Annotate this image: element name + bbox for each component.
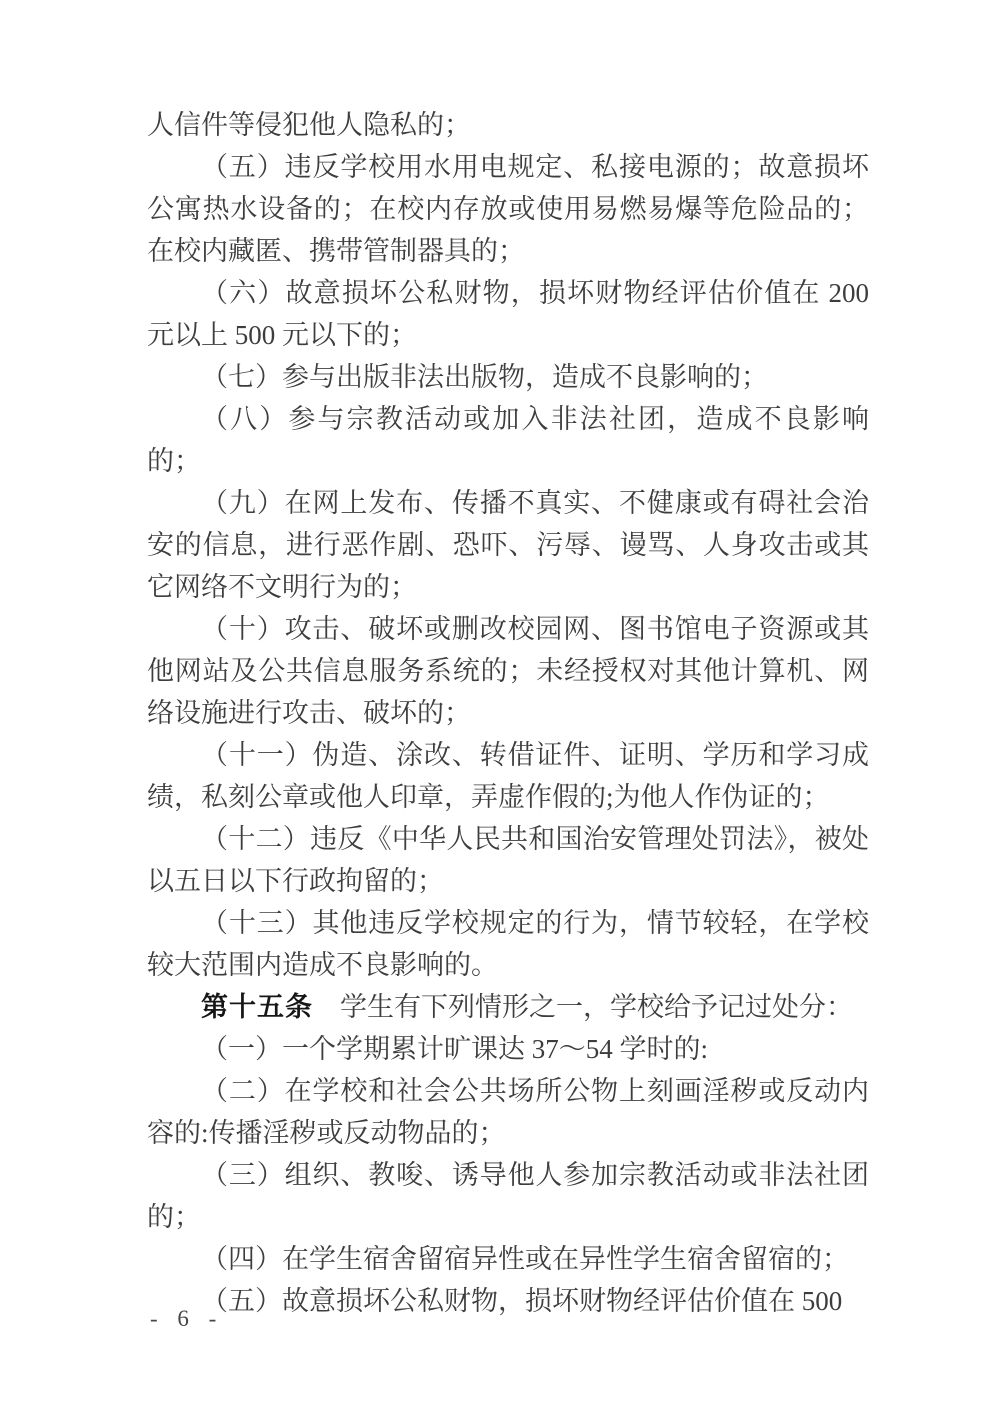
- clause-paragraph: 人信件等侵犯他人隐私的；: [147, 110, 471, 140]
- document-body: [147, 104, 869, 1322]
- article-number: 第十五条: [201, 992, 313, 1022]
- clause-paragraph: （十三）其他违反学校规定的行为，情节较轻，在学校较大范围内造成不良影响的。: [147, 908, 869, 980]
- article-paragraph: 第十五条 学生有下列情形之一，学校给予记过处分：: [201, 992, 853, 1022]
- clause-paragraph: （三）组织、教唆、诱导他人参加宗教活动或非法社团的；: [147, 1160, 869, 1232]
- clause-paragraph: （四）在学生宿舍留宿异性或在异性学生宿舍留宿的；: [201, 1244, 849, 1274]
- clause-paragraph: （十一）伪造、涂改、转借证件、证明、学历和学习成绩，私刻公章或他人印章，弄虚作假的;为他人作伪证的；: [147, 740, 869, 812]
- page-number: - 6 -: [150, 1306, 224, 1331]
- clause-paragraph: （一）一个学期累计旷课达 37～54 学时的:: [201, 1034, 709, 1064]
- clause-paragraph: （七）参与出版非法出版物，造成不良影响的；: [201, 362, 768, 392]
- clause-paragraph: （十）攻击、破坏或删改校园网、图书馆电子资源或其他网站及公共信息服务系统的；未经授权对其他计算机、网络设施进行攻击、破坏的；: [147, 614, 869, 728]
- clause-paragraph: （八）参与宗教活动或加入非法社团，造成不良影响的；: [147, 404, 869, 476]
- clause-paragraph: （六）故意损坏公私财物，损坏财物经评估价值在 200 元以上 500 元以下的；: [147, 278, 869, 350]
- clause-paragraph: （九）在网上发布、传播不真实、不健康或有碍社会治安的信息，进行恶作剧、恐吓、污辱、谩骂、人身攻击或其它网络不文明行为的；: [147, 488, 869, 602]
- page-footer: [150, 1306, 223, 1332]
- clause-paragraph: （五）故意损坏公私财物，损坏财物经评估价值在 500: [201, 1286, 843, 1316]
- clause-paragraph: （二）在学校和社会公共场所公物上刻画淫秽或反动内容的:传播淫秽或反动物品的；: [147, 1076, 869, 1148]
- clause-paragraph: （十二）违反《中华人民共和国治安管理处罚法》，被处以五日以下行政拘留的；: [147, 824, 869, 896]
- clause-paragraph: （五）违反学校用水用电规定、私接电源的；故意损坏公寓热水设备的；在校内存放或使用易燃易爆等危险品的；在校内藏匿、携带管制器具的；: [147, 152, 869, 266]
